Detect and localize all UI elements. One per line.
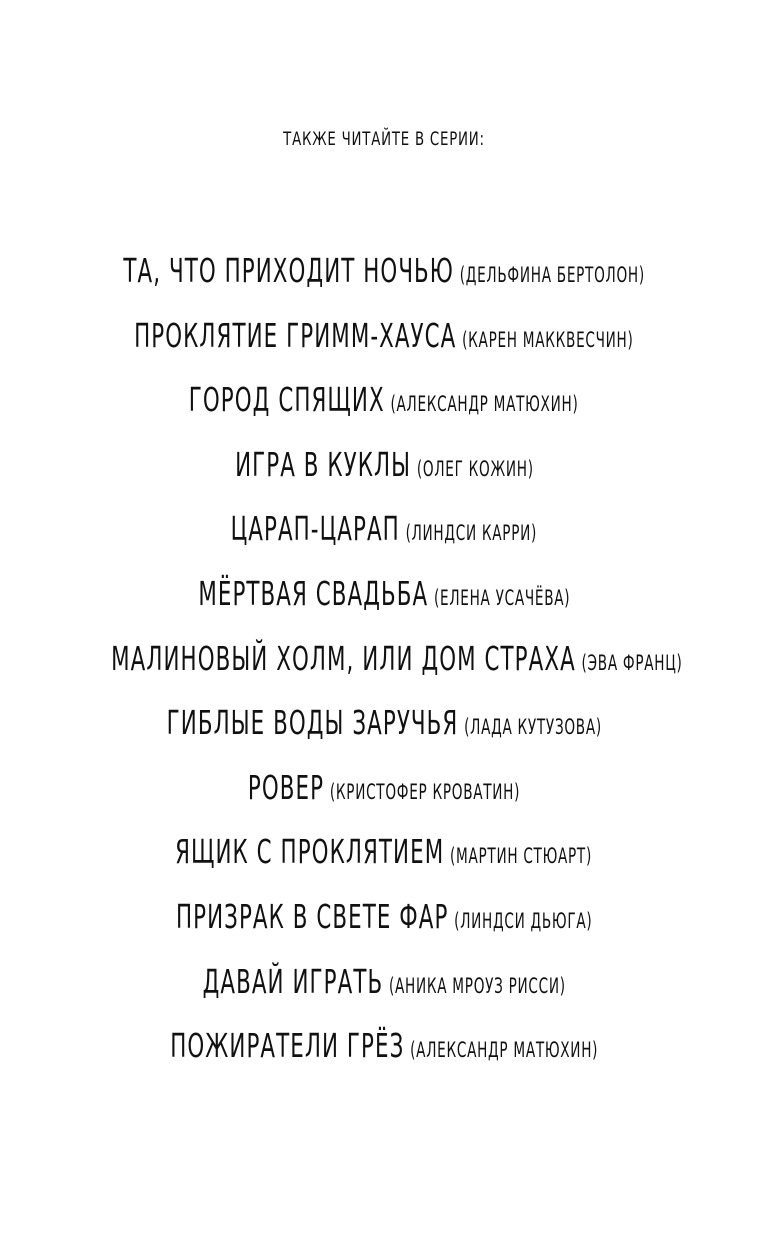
list-item (0, 1023, 768, 1088)
book-author: (АЛЕКСАНДР МАТЮХИН) (390, 392, 579, 417)
book-author: (КРИСТОФЕР КРОВАТИН) (329, 779, 521, 804)
book-author: (ЛИНДСИ ДЬЮГА) (453, 908, 593, 933)
list-item (0, 571, 768, 636)
list-item (0, 442, 768, 507)
book-title: ГИБЛЫЕ ВОДЫ ЗАРУЧЬЯ (166, 703, 459, 743)
book-author: (МАРТИН СТЮАРТ) (450, 844, 593, 869)
book-title: ГОРОД СПЯЩИХ (189, 380, 386, 420)
list-item (0, 959, 768, 1024)
book-title: МАЛИНОВЫЙ ХОЛМ, ИЛИ ДОМ СТРАХА (111, 638, 576, 678)
book-title: ПОЖИРАТЕЛИ ГРЁЗ (170, 1026, 405, 1066)
book-title: МЁРТВАЯ СВАДЬБА (198, 573, 428, 613)
book-title: ПРИЗРАК В СВЕТЕ ФАР (175, 896, 449, 936)
list-item (0, 765, 768, 830)
book-title: РОВЕР (247, 767, 325, 807)
book-author: (АНИКА МРОУЗ РИССИ) (388, 973, 566, 998)
book-author: (ЕЛЕНА УСАЧЁВА) (433, 585, 570, 610)
book-author: (КАРЕН МАККВЕСЧИН) (462, 327, 634, 352)
list-item (0, 700, 768, 765)
book-author: (ОЛЕГ КОЖИН) (416, 456, 534, 481)
book-title: ДАВАЙ ИГРАТЬ (202, 961, 384, 1001)
book-series-list (0, 248, 768, 1088)
book-title: ПРОКЛЯТИЕ ГРИММ-ХАУСА (134, 315, 457, 355)
page-heading: ТАКЖЕ ЧИТАЙТЕ В СЕРИИ: (283, 128, 485, 150)
list-item (0, 377, 768, 442)
list-item (0, 636, 768, 701)
list-item (0, 506, 768, 571)
list-item (0, 248, 768, 313)
list-item (0, 829, 768, 894)
book-title: ИГРА В КУКЛЫ (234, 444, 411, 484)
book-title: ЦАРАП-ЦАРАП (230, 509, 400, 549)
book-author: (ДЕЛЬФИНА БЕРТОЛОН) (459, 263, 645, 287)
book-author: (АЛЕКСАНДР МАТЮХИН) (409, 1038, 598, 1063)
book-author: (ЭВА ФРАНЦ) (581, 650, 683, 675)
book-author: (ЛИНДСИ КАРРИ) (405, 521, 538, 546)
book-author: (ЛАДА КУТУЗОВА) (463, 715, 602, 740)
list-item (0, 894, 768, 959)
book-title: ТА, ЧТО ПРИХОДИТ НОЧЬЮ (123, 251, 454, 290)
book-title: ЯЩИК С ПРОКЛЯТИЕМ (175, 832, 445, 872)
list-item (0, 313, 768, 378)
